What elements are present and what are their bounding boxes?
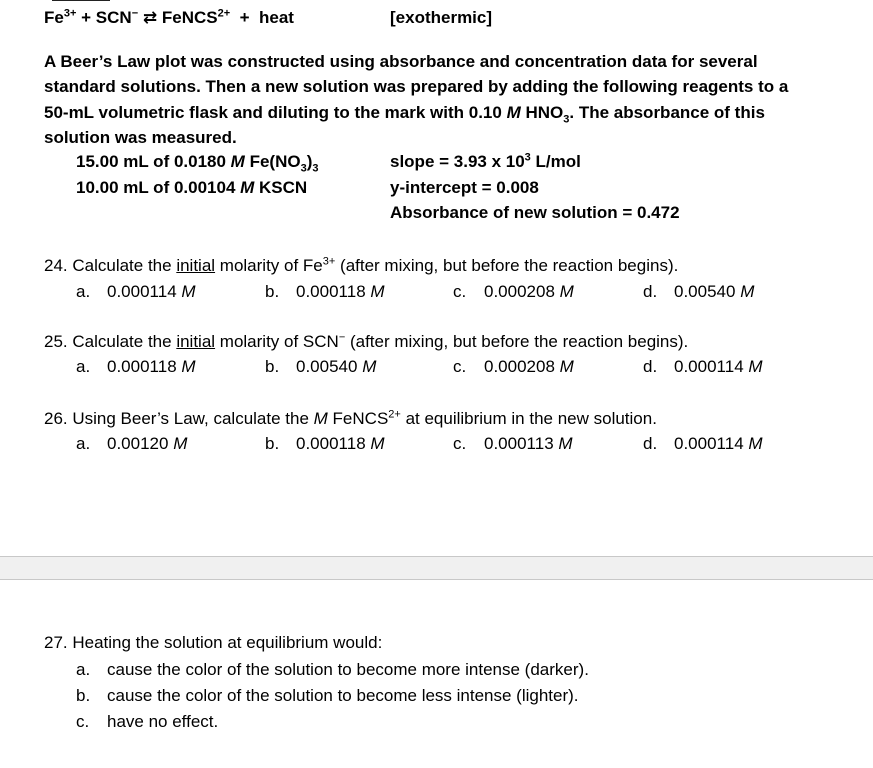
q24-option-b[interactable]: b. 0.000118 M (265, 282, 385, 301)
reagent-kscn: 10.00 mL of 0.00104 M KSCN (76, 178, 308, 197)
heat-term: heat (258, 8, 294, 27)
intro-paragraph (44, 49, 856, 150)
intro-line: A Beer’s Law plot was constructed using absorbance and concentration data for several (44, 52, 758, 71)
q25-option-d[interactable]: d. 0.000114 M (643, 357, 763, 376)
question-26: 26. Using Beer’s Law, calculate the M FeNCS$^{2+}$ at equilibrium in the new solution. (44, 408, 657, 428)
fe-charge: 3+ (63, 7, 77, 20)
intro-line: 50-mL volumetric flask and diluting to the mark with 0.10 M $HNO_3$. The absorbance of this (44, 102, 765, 125)
page-two (0, 579, 873, 768)
exothermic-note: [exothermic] (390, 8, 493, 27)
scn-ion: SCN (95, 8, 132, 27)
q24-option-d[interactable]: d. 0.00540 M (643, 282, 755, 301)
q24-option-a[interactable]: a. 0.000114 M (76, 282, 196, 301)
fencs-charge: 2+ (217, 7, 231, 20)
absorbance-value: Absorbance of new solution = 0.472 (390, 203, 680, 222)
reaction-equation (44, 7, 294, 29)
equilibrium-arrow-icon: ⇄ (142, 8, 158, 27)
q26-option-a[interactable]: a. 0.00120 M (76, 434, 188, 453)
q27-option-c[interactable]: c. have no effect. (76, 712, 219, 731)
q27-option-b[interactable]: b. cause the color of the solution to become less intense (lighter). (76, 686, 579, 705)
scn-charge: − (131, 7, 139, 20)
fencs-ion: FeNCS (161, 8, 218, 27)
slope-value: slope = 3.93 x $10^3$ L/mol (390, 151, 581, 171)
plus-sign: + (239, 8, 250, 27)
q26-option-b[interactable]: b. 0.000118 M (265, 434, 385, 453)
intercept-value: y-intercept = 0.008 (390, 178, 539, 197)
q25-option-c[interactable]: c. 0.000208 M (453, 357, 574, 376)
question-27: 27. Heating the solution at equilibrium would: (44, 633, 383, 652)
reagent-fe: 15.00 mL of 0.0180 M $Fe(NO_3)_3$ (76, 152, 319, 175)
intro-line: solution was measured. (44, 127, 237, 147)
q24-option-c[interactable]: c. 0.000208 M (453, 282, 574, 301)
page-break (0, 556, 873, 580)
q27-option-a[interactable]: a. cause the color of the solution to become more intense (darker). (76, 660, 589, 679)
q25-option-a[interactable]: a. 0.000118 M (76, 357, 196, 376)
q26-option-c[interactable]: c. 0.000113 M (453, 434, 573, 453)
plus-sign: + (81, 8, 92, 27)
top-rule (52, 0, 110, 1)
fe-ion: Fe (44, 8, 64, 27)
intro-line: standard solutions. Then a new solution was prepared by adding the following reagents to a (44, 77, 789, 97)
question-24: 24. Calculate the initial molarity of $Fe^{3+}$ (after mixing, but before the reaction begins). (44, 255, 679, 275)
question-25: 25. Calculate the initial molarity of SCN− (after mixing, but before the reaction begins). (44, 331, 689, 351)
q25-option-b[interactable]: b. 0.00540 M (265, 357, 377, 376)
q26-option-d[interactable]: d. 0.000114 M (643, 434, 763, 453)
